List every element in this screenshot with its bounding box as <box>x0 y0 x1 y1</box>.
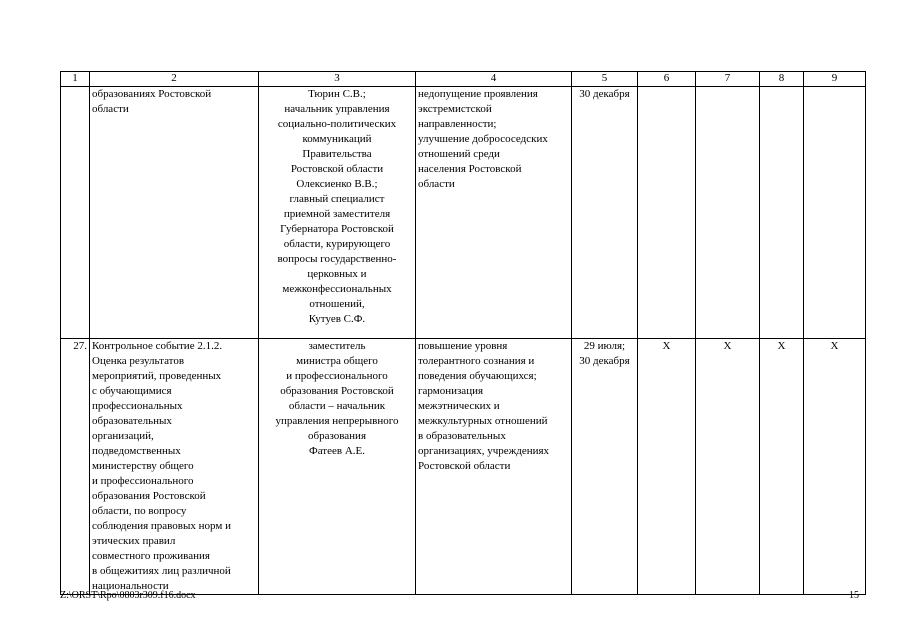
cell-text-line: социально-политических <box>277 118 397 130</box>
cell-text-line: гармонизация <box>418 385 484 397</box>
date-cell <box>572 339 638 595</box>
cell-text-line: церковных и <box>307 268 367 280</box>
cell-text-line: Оценка результатов <box>92 355 185 367</box>
header-cell-3: 3 <box>259 72 416 87</box>
page-number: 15 <box>849 590 859 601</box>
cell-text-line: управления непрерывного <box>275 415 399 427</box>
header-cell-1: 1 <box>61 72 90 87</box>
cell-text-line: начальник управления <box>284 103 390 115</box>
cell-text-line: вопросы государственно- <box>277 253 397 265</box>
mark-cell-6 <box>638 87 696 339</box>
event-cell <box>90 87 259 339</box>
cell-text-line: с обучающимися <box>92 385 172 397</box>
date-cell <box>572 87 638 339</box>
mark-cell-7: Х <box>696 339 760 595</box>
responsible-cell <box>259 87 416 339</box>
cell-text-line: Олексиенко В.В.; <box>296 178 378 190</box>
cell-text-line: 30 декабря <box>579 88 630 100</box>
mark-cell-7 <box>696 87 760 339</box>
responsible-cell <box>259 339 416 595</box>
cell-text-line: заместитель <box>308 340 366 352</box>
mark-cell-9: Х <box>804 339 866 595</box>
footer-file-path: Z:\ORST\Rpo\0803r309.f16.docx <box>60 590 196 601</box>
cell-text-line: соблюдения правовых норм и <box>92 520 231 532</box>
row-number: 27. <box>61 339 90 595</box>
cell-text-line: толерантного сознания и <box>418 355 535 367</box>
cell-text-line: Ростовской области <box>418 460 511 472</box>
cell-text-line: улучшение добрососедских <box>418 133 548 145</box>
cell-text-line: образования Ростовской <box>92 490 206 502</box>
cell-text-line: и профессионального <box>92 475 194 487</box>
table-row-continuation <box>61 87 866 339</box>
cell-text-line: Правительства <box>302 148 372 160</box>
cell-text-line: организациях, учреждениях <box>418 445 550 457</box>
cell-text-line: приемной заместителя <box>283 208 391 220</box>
cell-text-line: в общежитиях лиц различной <box>92 565 231 577</box>
cell-text-line: поведения обучающихся; <box>418 370 537 382</box>
cell-text-line: Кутуев С.Ф. <box>308 313 366 325</box>
plan-table <box>60 71 866 595</box>
cell-text-line: повышение уровня <box>418 340 508 352</box>
cell-text-line: министра общего <box>296 355 378 367</box>
result-cell <box>416 87 572 339</box>
cell-text-line: Ростовской области <box>290 163 384 175</box>
cell-text-line: населения Ростовской <box>418 163 522 175</box>
cell-text-line: национальности <box>92 580 169 592</box>
cell-text-line: 29 июля; <box>583 340 626 352</box>
cell-text-line: межконфессиональных <box>282 283 392 295</box>
cell-text-line: образования Ростовской <box>280 385 394 397</box>
header-cell-4: 4 <box>416 72 572 87</box>
cell-text-line: 30 декабря <box>579 355 630 367</box>
mark-cell-8 <box>760 87 804 339</box>
cell-text-line: этических правил <box>92 535 176 547</box>
cell-text-line: коммуникаций <box>302 133 372 145</box>
cell-text-line: Тюрин С.В.; <box>308 88 366 100</box>
event-cell <box>90 339 259 595</box>
cell-text-line: образовательных <box>92 415 172 427</box>
cell-text-line: образования <box>307 430 367 442</box>
header-cell-6: 6 <box>638 72 696 87</box>
mark-cell-6: Х <box>638 339 696 595</box>
cell-text-line: области, курирующего <box>283 238 391 250</box>
cell-text-line: межкультурных отношений <box>418 415 548 427</box>
cell-text-line: направленности; <box>418 118 497 130</box>
header-cell-5: 5 <box>572 72 638 87</box>
cell-text-line: министерству общего <box>92 460 194 472</box>
cell-text-line: области <box>92 103 129 115</box>
cell-text-line: Губернатора Ростовской <box>280 223 394 235</box>
mark-cell-8: Х <box>760 339 804 595</box>
cell-text-line: организаций, <box>92 430 154 442</box>
cell-text-line: экстремистской <box>418 103 492 115</box>
cell-text-line: межэтнических и <box>418 400 500 412</box>
cell-text-line: Фатеев А.Е. <box>309 445 365 457</box>
cell-text-line: области – начальник <box>288 400 386 412</box>
header-row <box>61 72 866 87</box>
table-row-27 <box>61 339 866 595</box>
cell-text-line: отношений, <box>309 298 365 310</box>
mark-cell-9 <box>804 87 866 339</box>
header-cell-2: 2 <box>90 72 259 87</box>
cell-text-line: главный специалист <box>289 193 385 205</box>
cell-text-line: недопущение проявления <box>418 88 538 100</box>
result-cell <box>416 339 572 595</box>
cell-text-line: подведомственных <box>92 445 181 457</box>
cell-text-line: области <box>418 178 455 190</box>
cell-text-line: в образовательных <box>418 430 506 442</box>
cell-text-line: образованиях Ростовской <box>92 88 212 100</box>
row-number <box>61 87 90 339</box>
header-cell-7: 7 <box>696 72 760 87</box>
cell-text-line: и профессионального <box>286 370 388 382</box>
cell-text-line: совместного проживания <box>92 550 210 562</box>
header-cell-8: 8 <box>760 72 804 87</box>
cell-text-line: Контрольное событие 2.1.2. <box>92 340 223 352</box>
cell-text-line: профессиональных <box>92 400 183 412</box>
cell-text-line: мероприятий, проведенных <box>92 370 222 382</box>
header-cell-9: 9 <box>804 72 866 87</box>
cell-text-line: отношений среди <box>418 148 500 160</box>
cell-text-line: области, по вопросу <box>92 505 187 517</box>
